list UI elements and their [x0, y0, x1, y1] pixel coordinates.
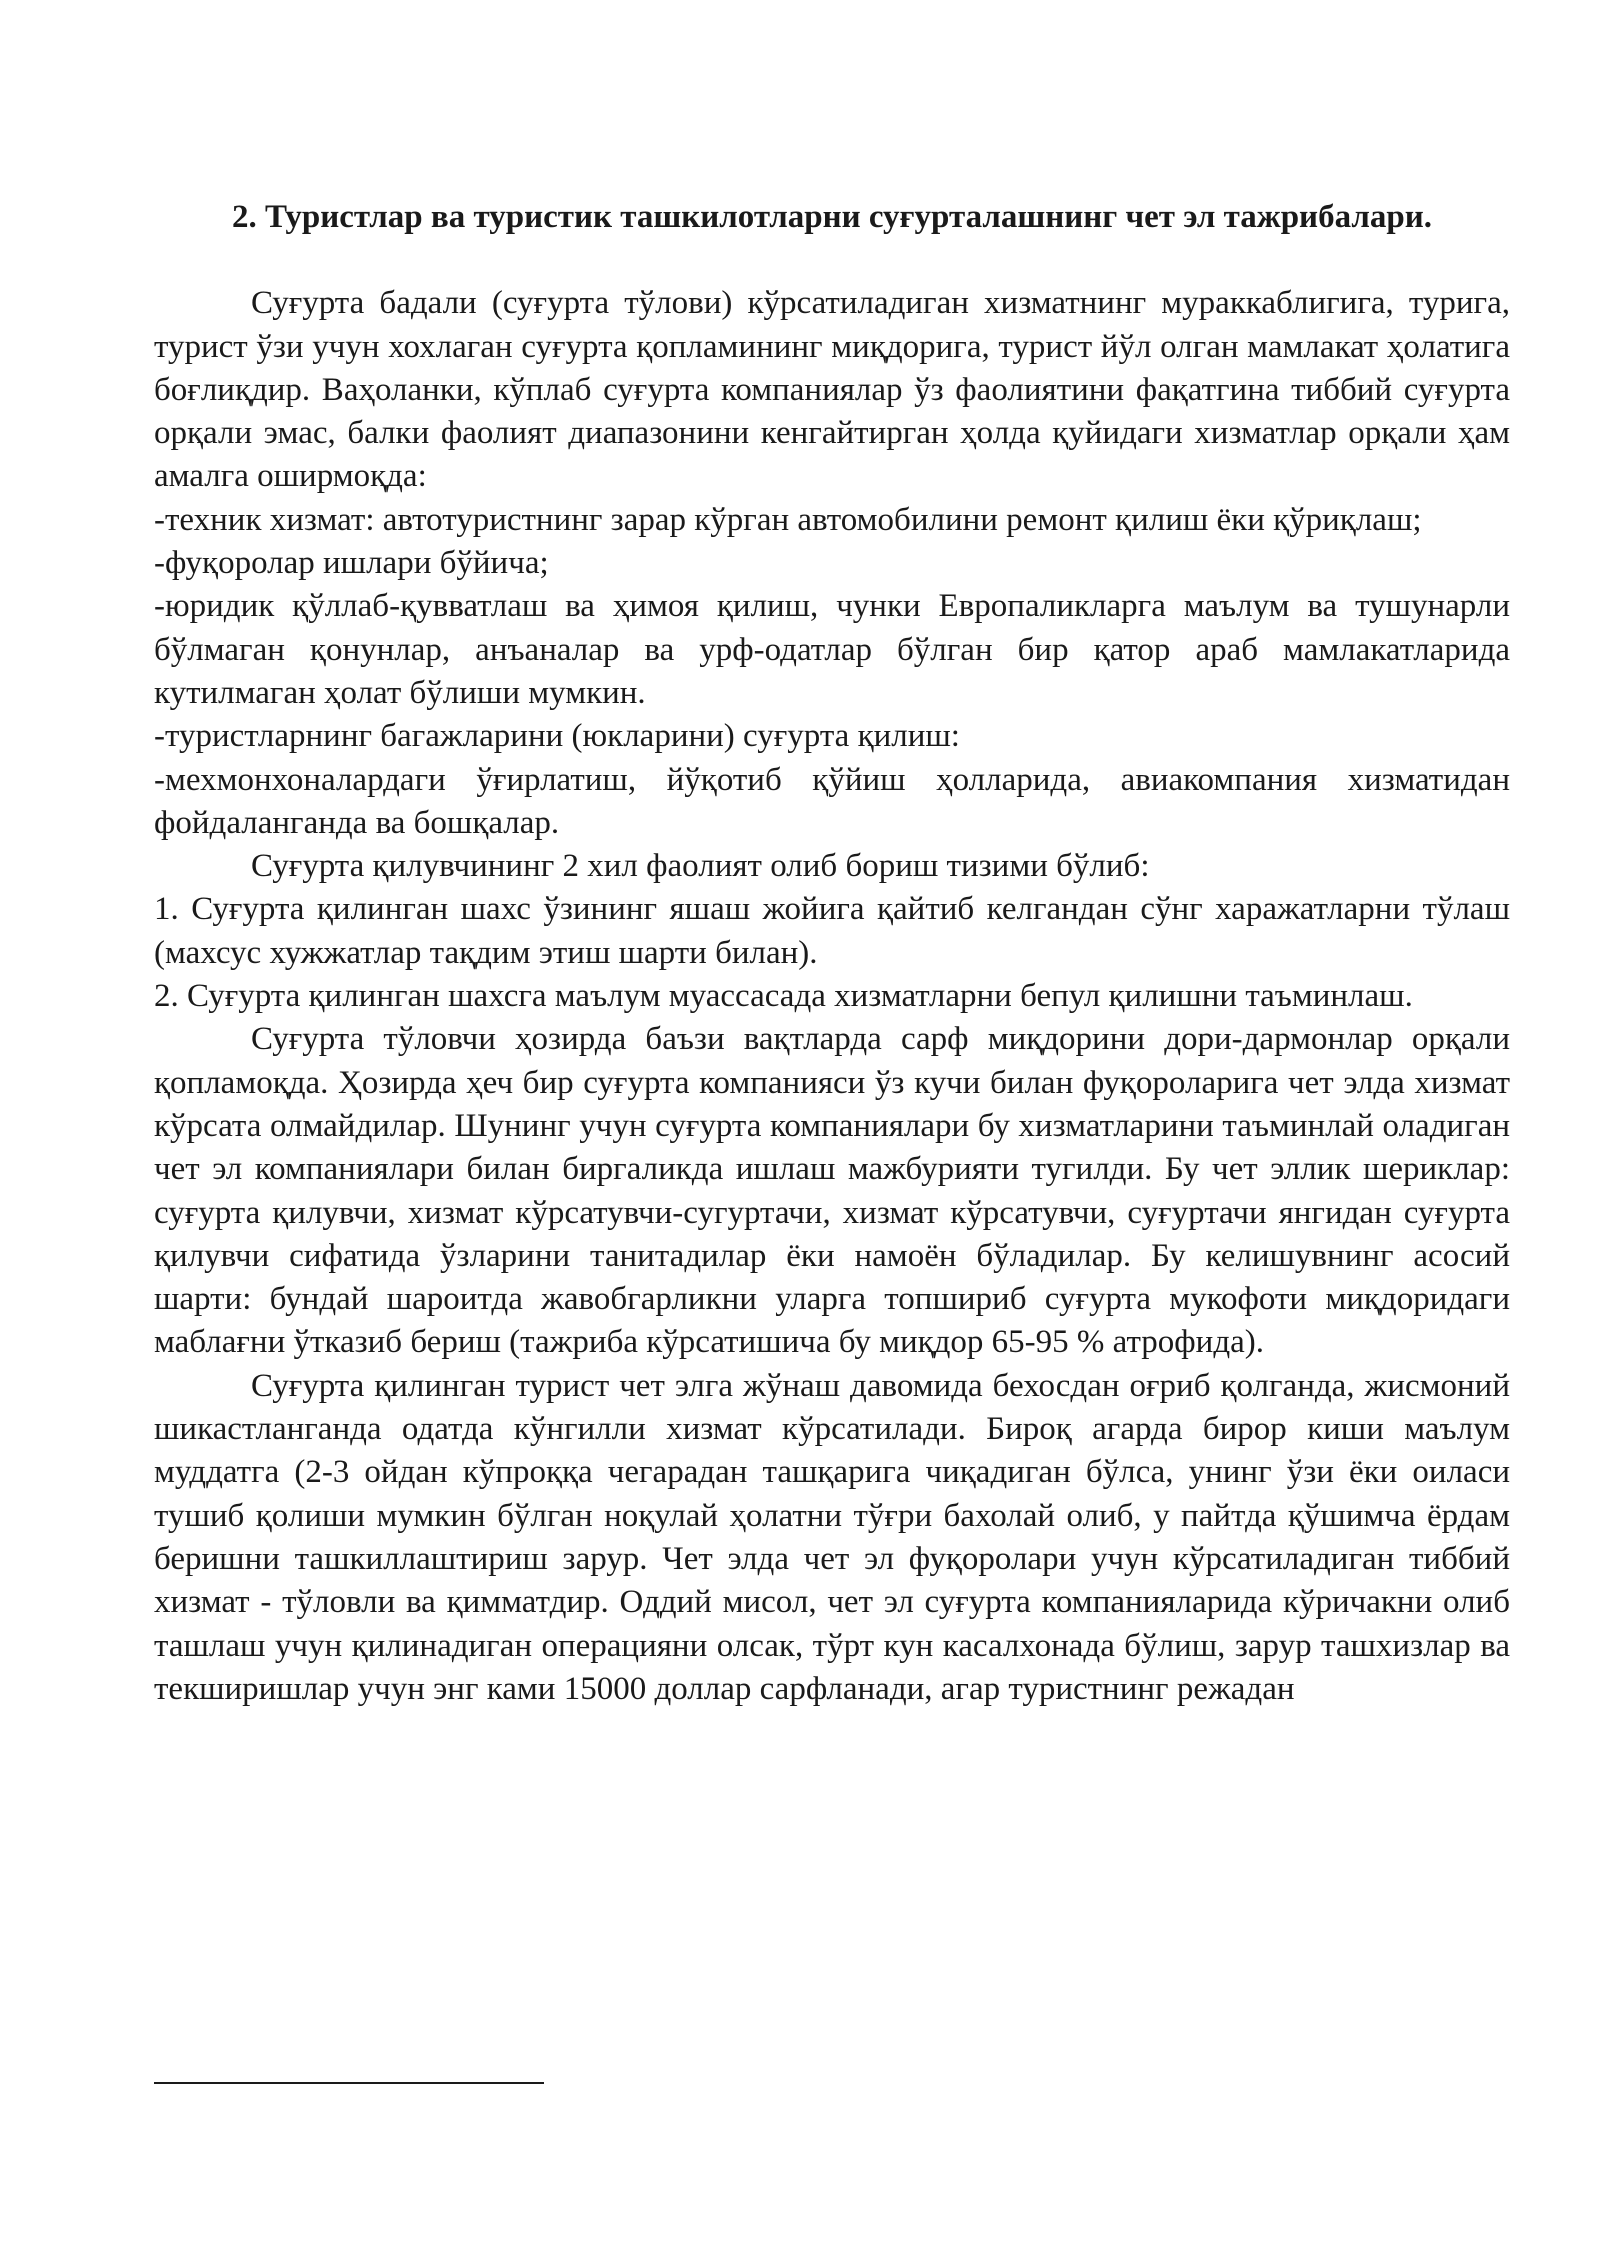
- document-body: [154, 282, 1510, 1711]
- paragraph: Суғурта қилувчининг 2 хил фаолият олиб бориш тизими бўлиб:: [251, 848, 1150, 885]
- paragraph: -туристларнинг багажларини (юкларини) суғурта қилиш:: [154, 718, 960, 755]
- paragraph: -фуқоролар ишлари бўйича;: [154, 545, 549, 582]
- paragraph: Суғурта тўловчи ҳозирда баъзи вақтларда сарф миқдорини дори-дармонлар орқали қопламоқда. Ҳозирда ҳеч бир суғурта компанияси ўз кучи билан фуқороларига чет элда хизмат кўрсата олмайдилар. Шунинг учун суғурта компаниялари бу хизматларини таъминлай оладиган чет эл компаниялари билан биргаликда ишлаш мажбурияти тугилди. Бу чет эллик шериклар: суғурта қилувчи, хизмат кўрсатувчи-сугуртачи, хизмат кўрсатувчи, суғуртачи янгидан суғурта қилувчи сифатида ўзларини танитадилар ёки намоён бўладилар. Бу келишувнинг асосий шарти: бундай шароитда жавобгарликни уларга топшириб суғурта мукофоти миқдоридаги маблағни ўтказиб бериш (тажриба кўрсатишича бу миқдор 65-95 % атрофида).: [154, 1021, 1510, 1361]
- paragraph: -техник хизмат: автотуристнинг зарар кўрган автомобилини ремонт қилиш ёки қўриқлаш;: [154, 501, 1422, 538]
- footnote-separator: [154, 2082, 544, 2084]
- paragraph: 2. Суғурта қилинган шахсга маълум муассасада хизматларни бепул қилишни таъминлаш.: [154, 978, 1413, 1015]
- paragraph: 1. Суғурта қилинган шахс ўзининг яшаш жойига қайтиб келгандан сўнг харажатларни тўлаш (махсус хужжатлар тақдим этиш шарти билан).: [154, 891, 1510, 971]
- paragraph: Суғурта қилинган турист чет элга жўнаш давомида бехосдан оғриб қолганда, жисмоний шикастланганда одатда кўнгилли хизмат кўрсатилади. Бироқ агарда бирор киши маълум муддатга (2-3 ойдан кўпроққа чегарадан ташқарига чиқадиган бўлса, унинг ўзи ёки оиласи тушиб қолиши мумкин бўлган ноқулай ҳолатни тўғри бахолай олиб, у пайтда қўшимча ёрдам беришни ташкиллаштириш зарур. Чет элда чет эл фуқоролари учун кўрсатиладиган тиббий хизмат - тўловли ва қимматдир. Оддий мисол, чет эл суғурта компанияларида кўричакни олиб ташлаш учун қилинадиган операцияни олсак, тўрт кун касалхонада бўлиш, зарур ташхизлар ва текширишлар учун энг ками 15000 доллар сарфланади, агар туристнинг режадан: [154, 1367, 1510, 1707]
- paragraph: Суғурта бадали (суғурта тўлови) кўрсатиладиган хизматнинг мураккаблигига, турига, турист ўзи учун хохлаган суғурта қопламининг миқдорига, турист йўл олган мамлакат ҳолатига боғлиқдир. Ваҳоланки, кўплаб суғурта компаниялар ўз фаолиятини фақатгина тиббий суғурта орқали эмас, балки фаолият диапазонини кенгайтирган ҳолда қуйидаги хизматлар орқали ҳам амалга оширмоқда:: [154, 285, 1510, 495]
- section-title: 2. Туристлар ва туристик ташкилотларни суғурталашнинг чет эл тажрибалари.: [232, 199, 1432, 235]
- document-page: [154, 196, 1510, 1711]
- paragraph: -юридик қўллаб-қувватлаш ва ҳимоя қилиш, чунки Европаликларга маълум ва тушунарли бўлмаган қонунлар, анъаналар ва урф-одатлар бўлган бир қатор араб мамлакатларида кутилмаган ҳолат бўлиши мумкин.: [154, 588, 1510, 711]
- paragraph: -мехмонхоналардаги ўғирлатиш, йўқотиб қўйиш ҳолларида, авиакомпания хизматидан фойдаланганда ва бошқалар.: [154, 761, 1510, 841]
